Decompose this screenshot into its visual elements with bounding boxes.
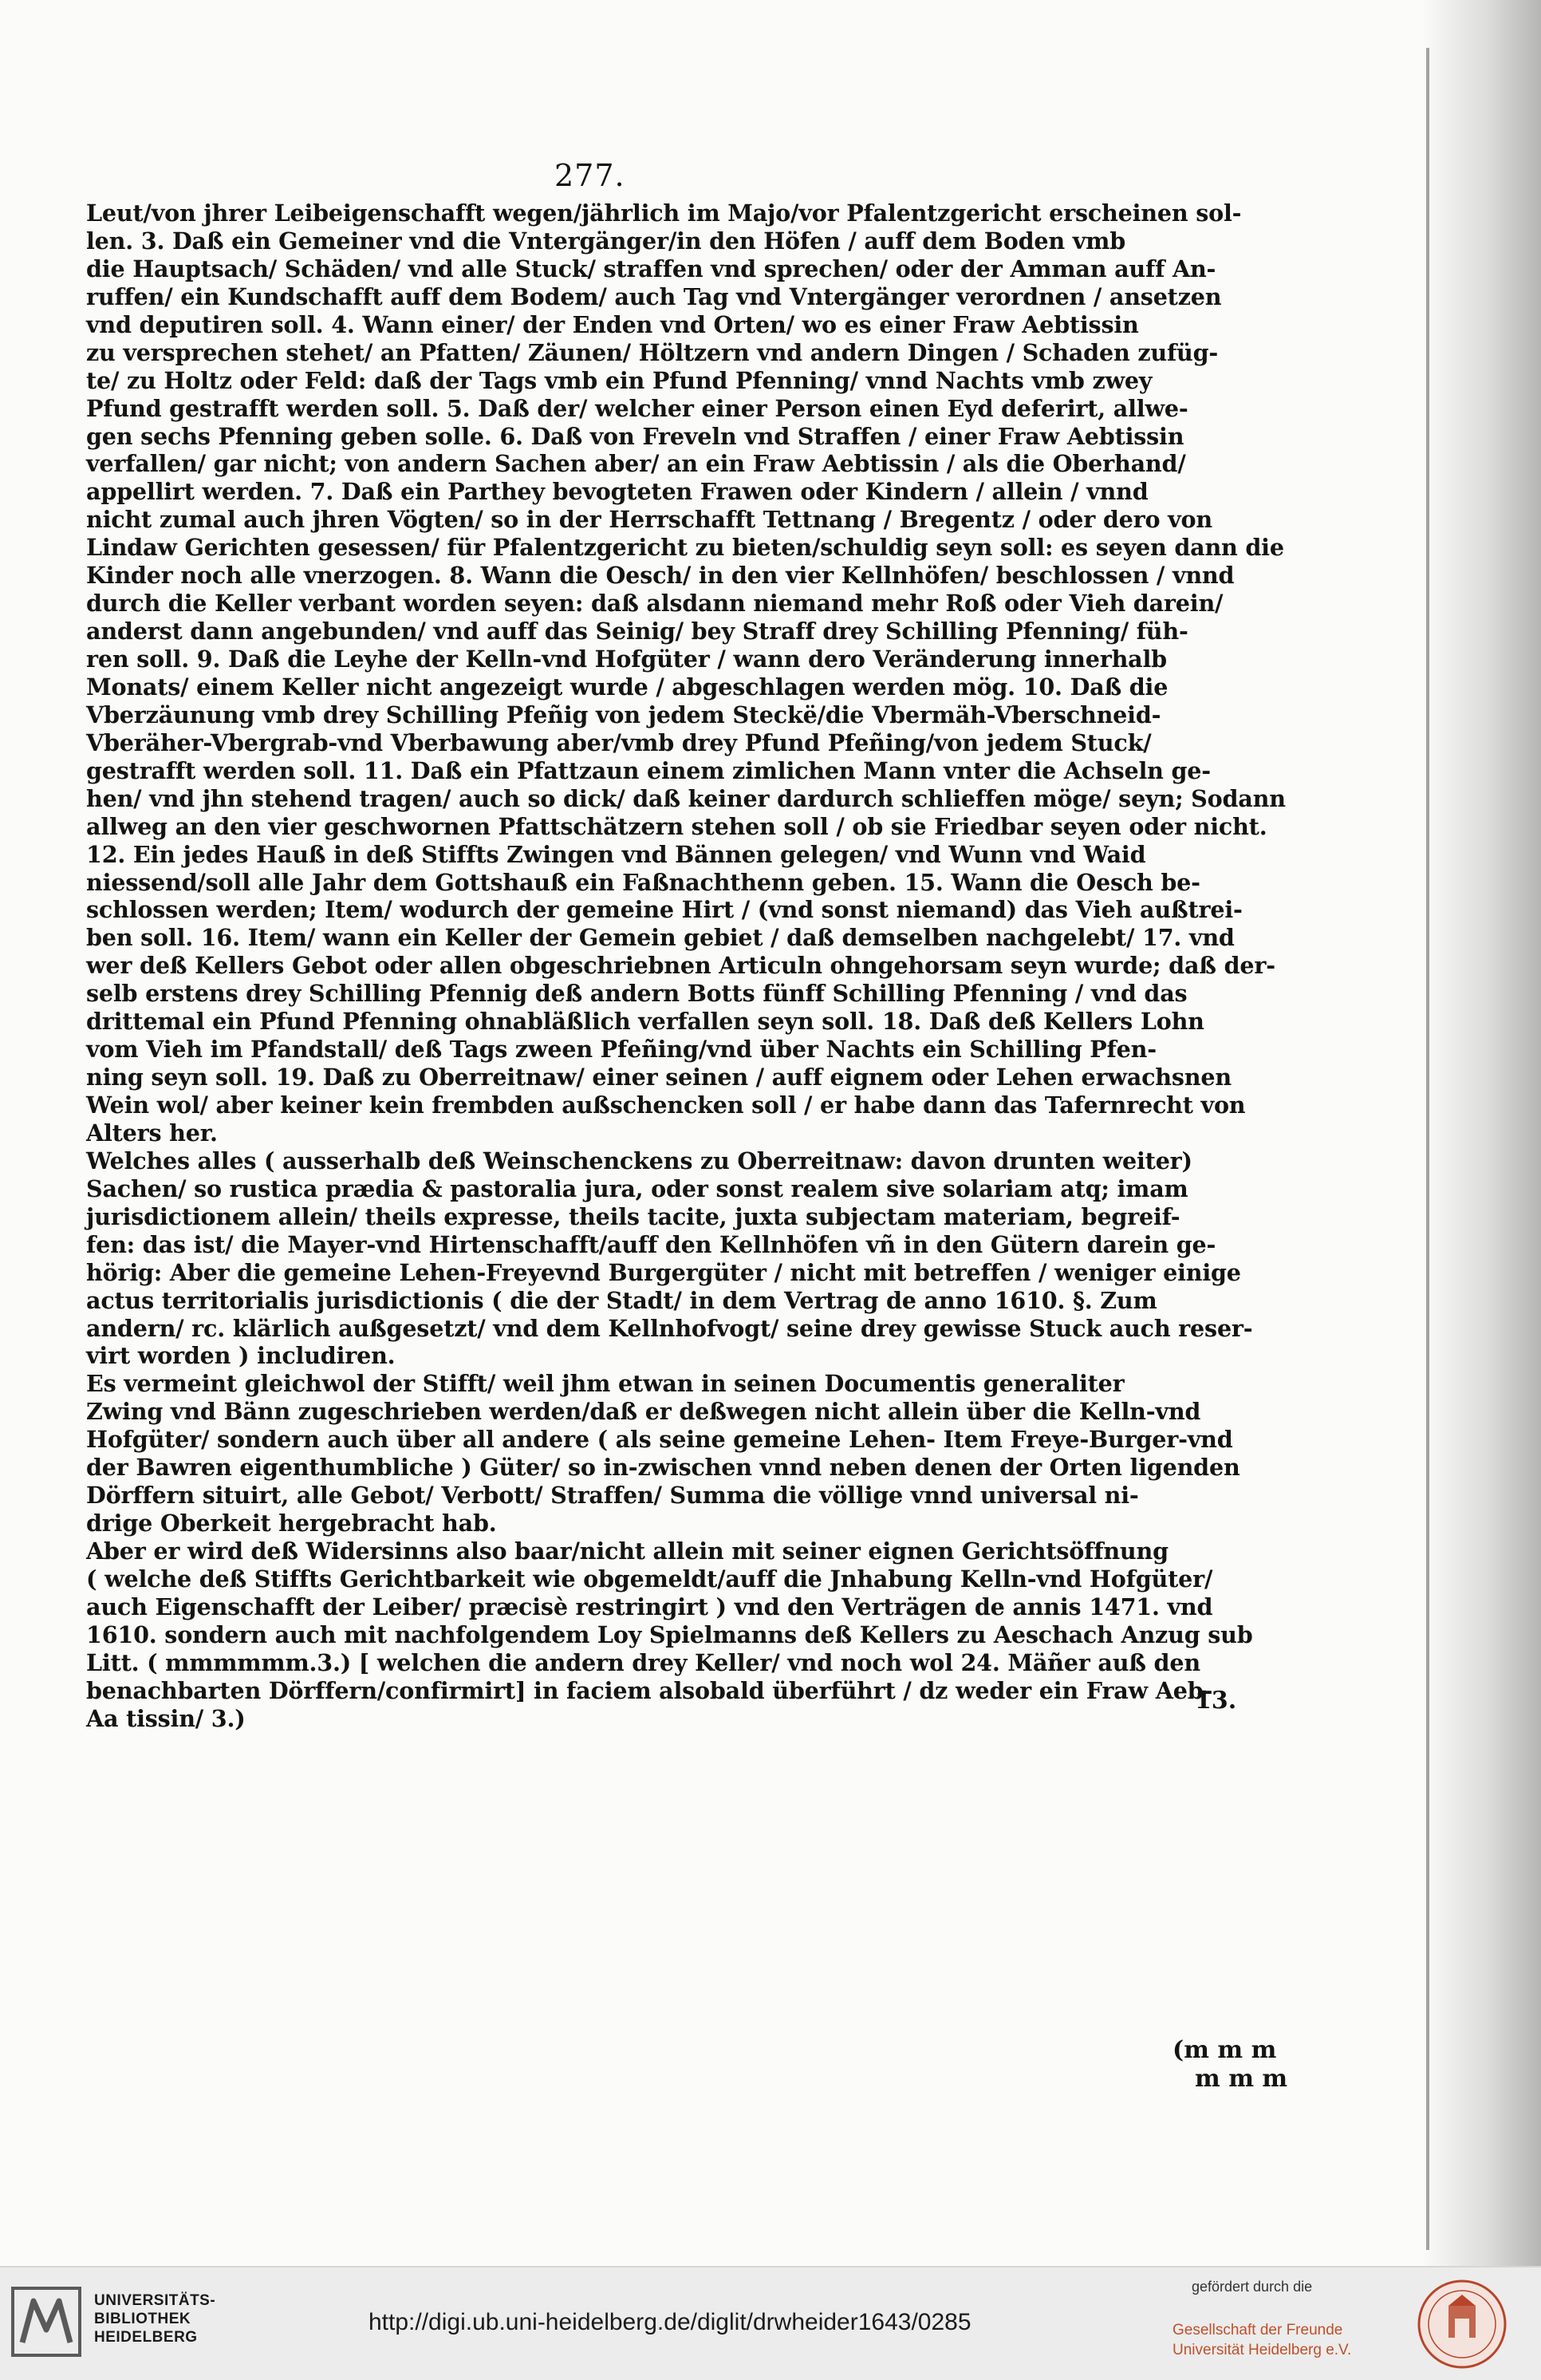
- text-line: nicht zumal auch jhren Vögten/ so in der Herrschafft Tettnang / Bregentz / oder dero von: [86, 506, 1213, 534]
- text-line: Alters her.: [86, 1119, 218, 1147]
- text-line: len. 3. Daß ein Gemeiner vnd die Vntergänger/in den Höfen / auff dem Boden vmb: [86, 227, 1126, 255]
- text-line: Monats/ einem Keller nicht angezeigt wurde / abgeschlagen werden mög. 10. Daß die: [86, 673, 1169, 701]
- sponsor-intro: gefördert durch die: [1192, 2279, 1313, 2295]
- text-line: ren soll. 9. Daß die Leyhe der Kelln-vnd Hofgüter / wann dero Veränderung innerhalb: [86, 645, 1167, 673]
- text-line: auch Eigenschafft der Leiber/ præcisè restringirt ) vnd den Verträgen de annis 1471. vnd: [86, 1593, 1213, 1620]
- sponsor-name-line-2: Universität Heidelberg e.V.: [1172, 2342, 1352, 2358]
- university-name-line-2: BIBLIOTHEK: [94, 2311, 191, 2327]
- text-line: Welches alles ( ausserhalb deß Weinschenckens zu Oberreitnaw: davon drunten weiter): [86, 1147, 1192, 1174]
- text-line: 12. Ein jedes Hauß in deß Stiffts Zwingen vnd Bännen gelegen/ vnd Wunn vnd Waid: [86, 840, 1146, 868]
- university-name-line-3: HEIDELBERG: [94, 2329, 198, 2346]
- text-line: Vberzäunung vmb drey Schilling Pfeñig von jedem Steckë/die Vbermäh-Vberschneid-: [86, 701, 1161, 728]
- text-line: Litt. ( mmmmmm.3.) [ welchen die andern drey Keller/ vnd noch wol 24. Mäñer auß den: [86, 1648, 1200, 1676]
- text-line: fen: das ist/ die Mayer-vnd Hirtenschafft/auff den Kellnhöfen vñ in den Gütern darein ge-: [86, 1230, 1216, 1258]
- text-line: jurisdictionem allein/ theils expresse, theils tacite, juxta subjectam materiam, begreif-: [86, 1202, 1180, 1230]
- text-line: verfallen/ gar nicht; von andern Sachen aber/ an ein Fraw Aebtissin / als die Oberhand/: [86, 450, 1186, 478]
- text-line: die Hauptsach/ Schäden/ vnd alle Stuck/ straffen vnd sprechen/ oder der Amman auff An-: [86, 255, 1216, 282]
- university-seal-icon: [1417, 2279, 1508, 2370]
- text-line: der Bawren eigenthumbliche ) Güter/ so in-zwischen vnnd neben denen der Orten ligenden: [86, 1454, 1240, 1482]
- margin-note-section: 13.: [1195, 1687, 1237, 1715]
- text-line: wer deß Kellers Gebot oder allen obgeschriebnen Articuln ohngehorsam seyn wurde; daß der-: [86, 952, 1275, 980]
- text-line: zu versprechen stehet/ an Pfatten/ Zäunen/ Höltzern vnd andern Dingen / Schaden zufüg-: [86, 338, 1219, 366]
- page-edge-line: [1426, 48, 1429, 2250]
- text-line: te/ zu Holtz oder Feld: daß der Tags vmb ein Pfund Pfenning/ vnnd Nachts vmb zwey: [86, 366, 1153, 394]
- text-line: appellirt werden. 7. Daß ein Parthey bevogteten Frawen oder Kindern / allein / vnnd: [86, 478, 1149, 506]
- text-line: ruffen/ ein Kundschafft auff dem Bodem/ auch Tag vnd Vntergänger verordnen / ansetzen: [86, 282, 1222, 310]
- university-name: [94, 2291, 215, 2346]
- text-line: durch die Keller verbant worden seyen: daß alsdann niemand mehr Roß oder Vieh darein/: [86, 590, 1224, 618]
- text-line: selb erstens drey Schilling Pfennig deß andern Botts fünff Schilling Pfenning / vnd das: [86, 980, 1188, 1008]
- text-line: Wein wol/ aber keiner kein frembden außschencken soll / er habe dann das Tafernrecht von: [86, 1091, 1246, 1119]
- text-line: virt worden ) includiren.: [86, 1342, 396, 1370]
- text-line: Aber er wird deß Widersinns also baar/nicht allein mit seiner eignen Gerichtsöffnung: [86, 1537, 1169, 1565]
- text-line: allweg an den vier geschwornen Pfattschätzern stehen soll / ob sie Friedbar seyen oder nicht.: [86, 812, 1267, 840]
- text-line: vom Vieh im Pfandstall/ deß Tags zween Pfeñing/vnd über Nachts ein Schilling Pfen-: [86, 1036, 1157, 1064]
- text-line: benachbarten Dörffern/confirmirt] in faciem alsobald überführt / dz weder ein Fraw Aeb-: [86, 1676, 1213, 1704]
- text-line: andern/ rc. klärlich außgesetzt/ vnd dem Kellnhofvogt/ seine drey gewisse Stuck auch reser-: [86, 1314, 1253, 1342]
- text-line: 1610. sondern auch mit nachfolgendem Loy Spielmanns deß Kellers zu Aeschach Anzug sub: [86, 1620, 1253, 1648]
- text-line: Hofgüter/ sondern auch über all andere ( als seine gemeine Lehen- Item Freye-Burger-vnd: [86, 1426, 1233, 1454]
- university-name-line-1: UNIVERSITÄTS-: [94, 2292, 216, 2309]
- permalink-url[interactable]: http://digi.ub.uni-heidelberg.de/diglit/drwheider1643/0285: [368, 2309, 972, 2335]
- page-number: 277.: [554, 158, 625, 193]
- sponsor-name-line-1: Gesellschaft der Freunde: [1172, 2322, 1343, 2339]
- text-line: schlossen werden; Item/ wodurch der gemeine Hirt / (vnd sonst niemand) das Vieh außtrei-: [86, 896, 1243, 924]
- text-line: Es vermeint gleichwol der Stifft/ weil jhm etwan in seinen Documentis generaliter: [86, 1370, 1125, 1398]
- text-line: ning seyn soll. 19. Daß zu Oberreitnaw/ einer seinen / auff eignem oder Lehen erwachsnen: [86, 1064, 1232, 1091]
- text-line: hen/ vnd jhn stehend tragen/ auch so dick/ daß keiner dardurch schlieffen möge/ seyn; Sodann: [86, 784, 1286, 812]
- text-line: Leut/von jhrer Leibeigenschafft wegen/jährlich im Majo/vor Pfalentzgericht erscheinen sol-: [86, 199, 1242, 227]
- university-library-logo-icon: [10, 2285, 83, 2358]
- viewer-footer: [0, 2266, 1541, 2380]
- text-line: Sachen/ so rustica prædia & pastoralia jura, oder sonst realem sive solariam atq; imam: [86, 1174, 1188, 1202]
- text-line: ben soll. 16. Item/ wann ein Keller der Gemein gebiet / daß demselben nachgelebt/ 17. vnd: [86, 924, 1235, 952]
- margin-note-ref-upper: (m m m: [1172, 2036, 1277, 2064]
- text-line: Kinder noch alle vnerzogen. 8. Wann die Oesch/ in den vier Kellnhöfen/ beschlossen / vnnd: [86, 562, 1235, 590]
- text-line: Zwing vnd Bänn zugeschrieben werden/daß er deßwegen nicht allein über die Kelln-vnd: [86, 1398, 1201, 1426]
- text-line: gestrafft werden soll. 11. Daß ein Pfattzaun einem zimlichen Mann vnter die Achseln ge-: [86, 756, 1211, 784]
- text-line: ( welche deß Stiffts Gerichtbarkeit wie obgemeldt/auff die Jnhabung Kelln-vnd Hofgüter/: [86, 1565, 1213, 1593]
- text-line: drittemal ein Pfund Pfenning ohnabläßlich verfallen seyn soll. 18. Daß deß Kellers Lohn: [86, 1008, 1204, 1036]
- text-line: niessend/soll alle Jahr dem Gottshauß ein Faßnachthenn geben. 15. Wann die Oesch be-: [86, 868, 1200, 896]
- sponsor-name[interactable]: [1172, 2320, 1351, 2360]
- text-line: actus territorialis jurisdictionis ( die der Stadt/ in dem Vertrag de anno 1610. §. Zum: [86, 1286, 1157, 1314]
- text-line: Aa tissin/ 3.): [86, 1704, 246, 1732]
- text-line: anderst dann angebunden/ vnd auff das Seinig/ bey Straff drey Schilling Pfenning/ füh-: [86, 618, 1188, 645]
- text-line: drige Oberkeit hergebracht hab.: [86, 1510, 497, 1537]
- text-line: Dörffern situirt, alle Gebot/ Verbott/ Straffen/ Summa die völlige vnnd universal ni-: [86, 1482, 1139, 1510]
- text-line: Pfund gestrafft werden soll. 5. Daß der/ welcher einer Person einen Eyd deferirt, allwe-: [86, 394, 1188, 422]
- text-line: gen sechs Pfenning geben solle. 6. Daß von Freveln vnd Straffen / einer Fraw Aebtissin: [86, 422, 1184, 450]
- margin-note-ref-lower: m m m: [1195, 2065, 1288, 2093]
- text-line: vnd deputiren soll. 4. Wann einer/ der Enden vnd Orten/ wo es einer Fraw Aebtissin: [86, 310, 1139, 338]
- page-edge-shadow: [1421, 0, 1541, 2266]
- text-line: hörig: Aber die gemeine Lehen-Freyevnd Burgergüter / nicht mit betreffen / weniger einige: [86, 1258, 1241, 1286]
- text-line: Vberäher-Vbergrab-vnd Vberbawung aber/vmb drey Pfund Pfeñing/von jedem Stuck/: [86, 728, 1152, 756]
- text-line: Lindaw Gerichten gesessen/ für Pfalentzgericht zu bieten/schuldig seyn soll: es seyen dann die: [86, 534, 1284, 562]
